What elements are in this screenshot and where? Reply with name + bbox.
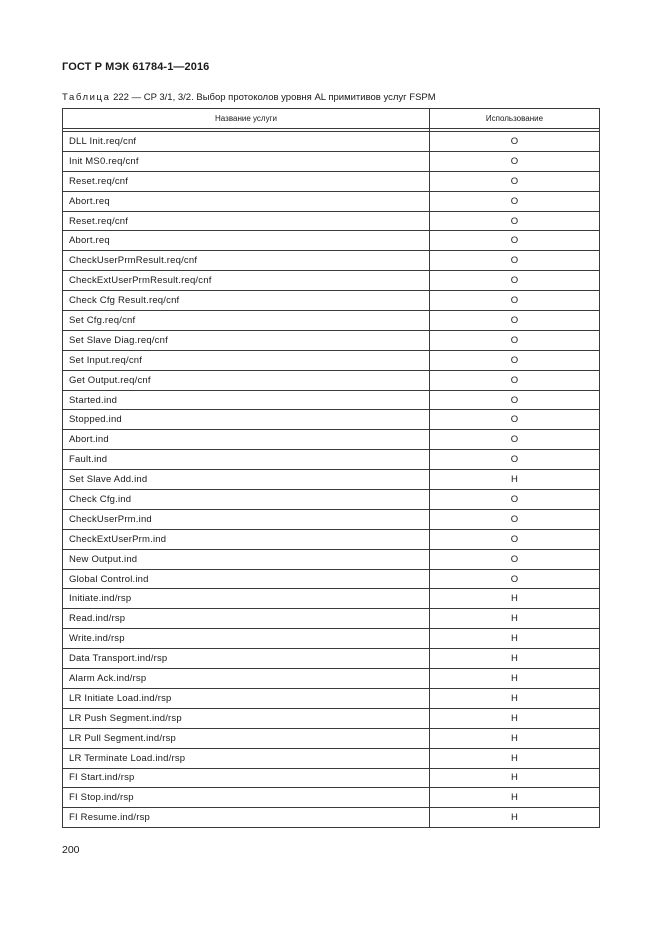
table-row <box>63 410 600 430</box>
usage-cell: O <box>430 509 600 529</box>
table-row <box>63 589 600 609</box>
service-name-cell: Alarm Ack.ind/rsp <box>63 669 430 689</box>
service-name-cell: CheckUserPrmResult.req/cnf <box>63 251 430 271</box>
service-name-cell: Check Cfg.ind <box>63 490 430 510</box>
service-name-cell: FI Resume.ind/rsp <box>63 808 430 828</box>
usage-cell: H <box>430 688 600 708</box>
table-row <box>63 669 600 689</box>
table-row <box>63 151 600 171</box>
usage-cell: O <box>430 271 600 291</box>
service-name-cell: Started.ind <box>63 390 430 410</box>
service-name-cell: DLL Init.req/cnf <box>63 132 430 152</box>
table-row <box>63 688 600 708</box>
table-row <box>63 748 600 768</box>
usage-cell: O <box>430 330 600 350</box>
usage-cell: O <box>430 410 600 430</box>
service-name-cell: Set Slave Diag.req/cnf <box>63 330 430 350</box>
usage-cell: O <box>430 171 600 191</box>
usage-cell: O <box>430 191 600 211</box>
usage-cell: H <box>430 768 600 788</box>
service-name-cell: CheckExtUserPrmResult.req/cnf <box>63 271 430 291</box>
usage-cell: H <box>430 589 600 609</box>
service-name-cell: LR Initiate Load.ind/rsp <box>63 688 430 708</box>
table-caption <box>62 92 436 103</box>
usage-cell: O <box>430 390 600 410</box>
table-body <box>63 132 600 828</box>
usage-cell: O <box>430 132 600 152</box>
table-row <box>63 708 600 728</box>
service-name-cell: Data Transport.ind/rsp <box>63 649 430 669</box>
table-row <box>63 549 600 569</box>
service-name-cell: Abort.req <box>63 191 430 211</box>
table-row <box>63 390 600 410</box>
usage-cell: H <box>430 649 600 669</box>
table-row <box>63 569 600 589</box>
service-name-cell: CheckUserPrm.ind <box>63 509 430 529</box>
usage-cell: O <box>430 350 600 370</box>
service-name-cell: Reset.req/cnf <box>63 211 430 231</box>
service-name-cell: Fault.ind <box>63 450 430 470</box>
usage-cell: O <box>430 490 600 510</box>
service-name-cell: Write.ind/rsp <box>63 629 430 649</box>
table-row <box>63 490 600 510</box>
usage-cell: H <box>430 808 600 828</box>
table-row <box>63 509 600 529</box>
service-name-cell: Stopped.ind <box>63 410 430 430</box>
usage-cell: O <box>430 311 600 331</box>
column-header-usage: Использование <box>430 109 600 129</box>
usage-cell: H <box>430 728 600 748</box>
usage-cell: O <box>430 569 600 589</box>
service-name-cell: FI Start.ind/rsp <box>63 768 430 788</box>
usage-cell: O <box>430 529 600 549</box>
service-name-cell: Set Slave Add.ind <box>63 470 430 490</box>
service-name-cell: Initiate.ind/rsp <box>63 589 430 609</box>
usage-cell: H <box>430 470 600 490</box>
table-row <box>63 470 600 490</box>
table-row <box>63 330 600 350</box>
table-row <box>63 231 600 251</box>
column-header-service-name: Название услуги <box>63 109 430 129</box>
table-row <box>63 609 600 629</box>
usage-cell: O <box>430 549 600 569</box>
table-row <box>63 529 600 549</box>
service-name-cell: LR Terminate Load.ind/rsp <box>63 748 430 768</box>
usage-cell: H <box>430 788 600 808</box>
table-row <box>63 311 600 331</box>
service-name-cell: LR Pull Segment.ind/rsp <box>63 728 430 748</box>
service-name-cell: CheckExtUserPrm.ind <box>63 529 430 549</box>
usage-cell: O <box>430 450 600 470</box>
service-name-cell: New Output.ind <box>63 549 430 569</box>
service-name-cell: Check Cfg Result.req/cnf <box>63 291 430 311</box>
usage-cell: H <box>430 708 600 728</box>
usage-cell: O <box>430 211 600 231</box>
usage-cell: O <box>430 151 600 171</box>
table-row <box>63 768 600 788</box>
table-row <box>63 211 600 231</box>
usage-cell: H <box>430 629 600 649</box>
service-name-cell: Reset.req/cnf <box>63 171 430 191</box>
table-row <box>63 629 600 649</box>
document-header: ГОСТ Р МЭК 61784-1—2016 <box>62 61 210 73</box>
usage-cell: O <box>430 291 600 311</box>
service-name-cell: Abort.req <box>63 231 430 251</box>
table-row <box>63 370 600 390</box>
usage-cell: O <box>430 370 600 390</box>
service-name-cell: Set Cfg.req/cnf <box>63 311 430 331</box>
table-row <box>63 271 600 291</box>
service-name-cell: Get Output.req/cnf <box>63 370 430 390</box>
table-row <box>63 808 600 828</box>
table-row <box>63 291 600 311</box>
service-name-cell: Init MS0.req/cnf <box>63 151 430 171</box>
usage-cell: O <box>430 251 600 271</box>
usage-cell: O <box>430 231 600 251</box>
service-name-cell: Set Input.req/cnf <box>63 350 430 370</box>
service-table <box>62 108 600 828</box>
table-row <box>63 788 600 808</box>
usage-cell: H <box>430 669 600 689</box>
table-row <box>63 649 600 669</box>
table-row <box>63 251 600 271</box>
usage-cell: H <box>430 609 600 629</box>
service-name-cell: LR Push Segment.ind/rsp <box>63 708 430 728</box>
service-name-cell: Global Control.ind <box>63 569 430 589</box>
table-caption-text: 222 — CP 3/1, 3/2. Выбор протоколов уровня AL примитивов услуг FSPM <box>113 92 436 103</box>
table-row <box>63 728 600 748</box>
table-row <box>63 191 600 211</box>
table-caption-label: Таблица <box>62 92 111 103</box>
usage-cell: O <box>430 430 600 450</box>
table-row <box>63 171 600 191</box>
table-row <box>63 430 600 450</box>
table-row <box>63 450 600 470</box>
service-name-cell: FI Stop.ind/rsp <box>63 788 430 808</box>
service-name-cell: Abort.ind <box>63 430 430 450</box>
page-number: 200 <box>62 844 80 856</box>
table-header-row <box>63 109 600 129</box>
service-name-cell: Read.ind/rsp <box>63 609 430 629</box>
usage-cell: H <box>430 748 600 768</box>
table-row <box>63 132 600 152</box>
table-row <box>63 350 600 370</box>
